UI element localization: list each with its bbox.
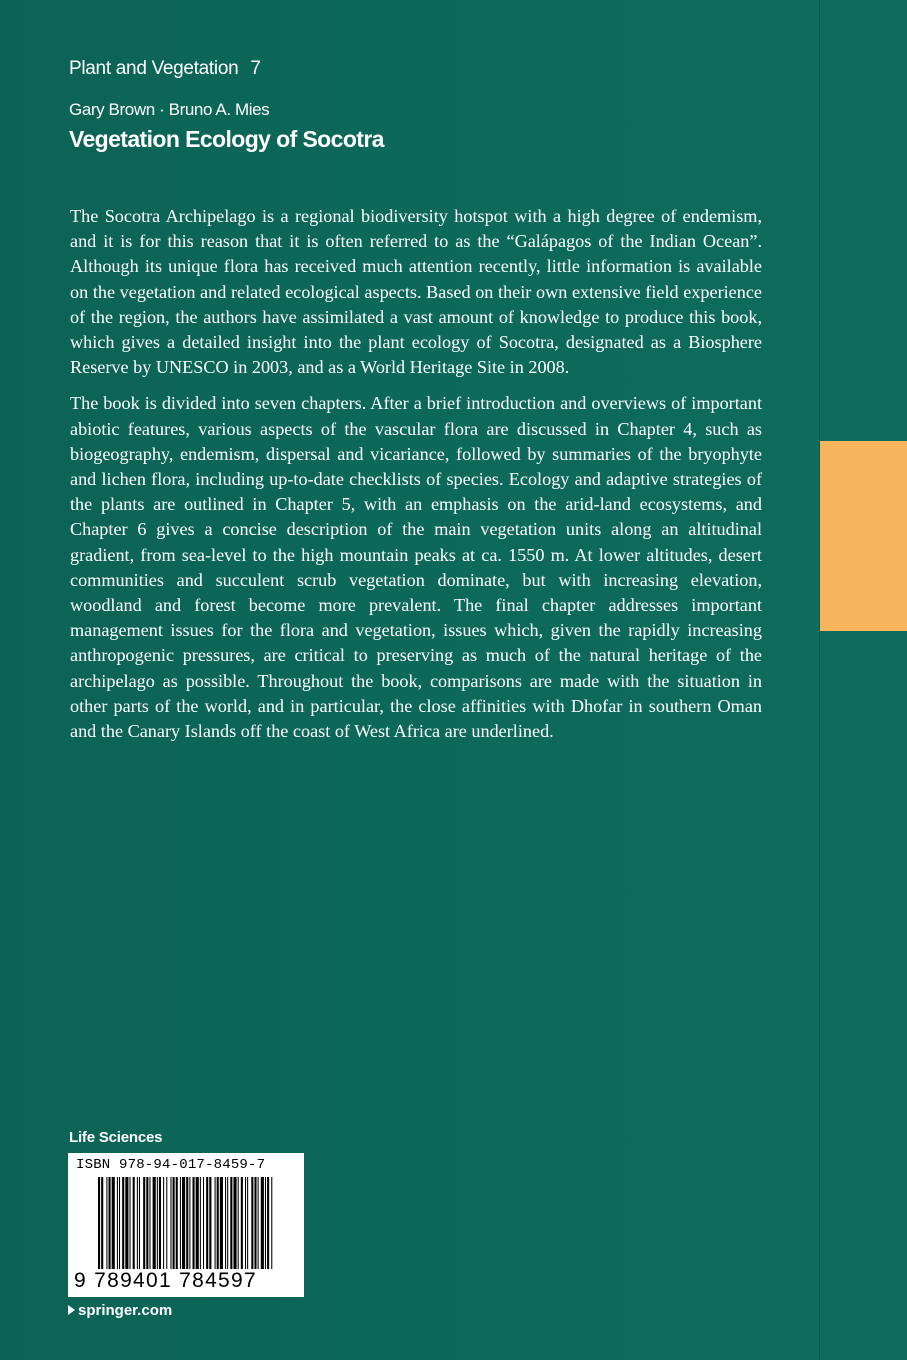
publisher-website[interactable] xyxy=(68,1302,172,1319)
barcode-bar xyxy=(220,1177,223,1269)
barcode-bar xyxy=(153,1177,156,1269)
series-line xyxy=(69,58,261,80)
series-name: Plant and Vegetation xyxy=(69,58,239,79)
cover-edge-strip xyxy=(819,0,907,1360)
barcode-bar xyxy=(137,1177,138,1269)
authors: Gary Brown · Bruno A. Mies xyxy=(69,100,270,119)
barcode-bar xyxy=(238,1177,239,1269)
accent-band xyxy=(820,441,907,631)
barcode-bar xyxy=(101,1177,103,1269)
barcode-bar xyxy=(200,1177,201,1269)
website-label: springer.com xyxy=(78,1302,173,1319)
barcode-bar xyxy=(241,1177,243,1269)
barcode-bar xyxy=(166,1177,167,1269)
barcode-bar xyxy=(173,1177,175,1269)
description-paragraph: The book is divided into seven chapters. After a brief introduction and overviews of important abiotic features, various aspects of the vascular flora are discussed in Chapter 4, such as biogeography, endemism, dispersal and vicariance, followed by summaries of the bryophyte and lichen flora, including up-to-date checklists of species. Ecology and adaptive strategies of the plants are outlined in Chapter 5, with an emphasis on the arid-land ecosystems, and Chapter 6 gives a concise description of the main vegetation units along an altitudinal gradient, from sea-level to the high mountain peaks at ca. 1550 m. At lower altitudes, desert communities and succulent scrub vegetation dominate, but with increasing elevation, woodland and forest become more prevalent. The final chapter addresses important management issues for the flora and vegetation, issues which, given the rapidly increasing anthropogenic pressures, are critical to preserving as much of the natural heritage of the archipelago as possible. Throughout the book, comparisons are made with the situation in other parts of the world, and in particular, the close affinities with Dhofar in southern Oman and the Canary Islands off the coast of West Africa are underlined. xyxy=(70,393,762,742)
barcode-bar xyxy=(182,1177,185,1269)
barcode-bar xyxy=(261,1177,264,1269)
barcode-bar xyxy=(149,1177,150,1269)
barcode-number: 9 789401 784597 xyxy=(74,1269,257,1292)
barcode-bar xyxy=(180,1177,181,1269)
barcode-bar xyxy=(146,1177,148,1269)
barcode-bar xyxy=(112,1177,115,1269)
barcode-bar xyxy=(189,1177,190,1269)
isbn-label: ISBN 978-94-017-8459-7 xyxy=(76,1157,266,1173)
barcode-bar xyxy=(130,1177,131,1269)
barcode-bar xyxy=(186,1177,188,1269)
barcode-bar xyxy=(215,1177,216,1269)
barcode-bar xyxy=(267,1177,269,1269)
barcode-bar xyxy=(217,1177,219,1269)
barcode-bar xyxy=(119,1177,120,1269)
description xyxy=(70,204,762,744)
barcode-bar xyxy=(196,1177,199,1269)
barcode-bar xyxy=(133,1177,135,1269)
barcode-bar xyxy=(143,1177,145,1269)
barcode-bar xyxy=(265,1177,266,1269)
barcode-bar xyxy=(106,1177,107,1269)
barcode-bar xyxy=(163,1177,164,1269)
barcode-bar xyxy=(254,1177,256,1269)
barcode-bar xyxy=(109,1177,111,1269)
barcode-bar xyxy=(225,1177,226,1269)
isbn-barcode xyxy=(68,1153,304,1297)
barcode-bar xyxy=(159,1177,161,1269)
series-volume: 7 xyxy=(250,58,261,79)
barcode-bar xyxy=(245,1177,246,1269)
barcode-bar xyxy=(176,1177,178,1269)
barcode-bar xyxy=(209,1177,211,1269)
barcode-bar xyxy=(227,1177,228,1269)
barcode-bar xyxy=(170,1177,171,1269)
barcode-bar xyxy=(230,1177,232,1269)
barcode-bar xyxy=(193,1177,195,1269)
subject-category: Life Sciences xyxy=(69,1129,163,1146)
barcode-bar xyxy=(271,1177,272,1269)
barcode-bar xyxy=(122,1177,124,1269)
barcode-bar xyxy=(139,1177,140,1269)
barcode-bar xyxy=(117,1177,118,1269)
barcode-bar xyxy=(258,1177,259,1269)
barcode-bar xyxy=(157,1177,158,1269)
book-title: Vegetation Ecology of Socotra xyxy=(69,126,384,152)
description-paragraph: The Socotra Archipelago is a regional biodiversity hotspot with a high degree of endemism, and it is for this reason that it is often referred to as the “Galápagos of the Indian Ocean”. Although its unique flora has received much attention recently, little information is available on the vegetation and related ecological aspects. Based on their own extensive field experience of the region, the authors have assimilated a vast amount of knowledge to produce this book, which gives a detailed insight into the plant ecology of Socotra, designated as a Biosphere Reserve by UNESCO in 2003, and as a World Heritage Site in 2008. xyxy=(70,206,762,378)
barcode-bar xyxy=(233,1177,236,1269)
barcode-bar xyxy=(203,1177,204,1269)
barcode-bar xyxy=(247,1177,248,1269)
barcode-bar xyxy=(98,1177,100,1269)
barcode-bar xyxy=(206,1177,208,1269)
arrow-right-icon xyxy=(68,1305,75,1315)
barcode-bar xyxy=(251,1177,253,1269)
barcode-bar xyxy=(125,1177,128,1269)
